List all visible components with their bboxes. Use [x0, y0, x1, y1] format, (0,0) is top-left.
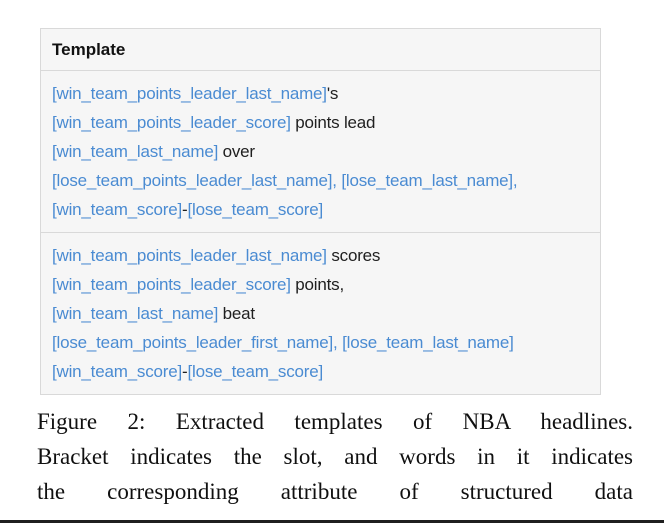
column-rule [0, 520, 664, 523]
template-line [52, 137, 589, 166]
slot-token: [win_team_score] [52, 200, 183, 219]
slot-token: [lose_team_points_leader_last_name], [52, 171, 337, 190]
text-token: points, [290, 275, 344, 294]
template-table [40, 28, 601, 395]
template-line [52, 241, 589, 270]
slot-token: [win_team_last_name] [52, 142, 219, 161]
text-token: - [182, 362, 188, 381]
slot-token: [win_team_points_leader_score] [52, 275, 291, 294]
slot-token: [win_team_points_leader_last_name] [52, 84, 327, 103]
slot-token: [lose_team_score] [187, 200, 324, 219]
slot-token: [win_team_points_leader_score] [52, 113, 291, 132]
text-token: over [218, 142, 255, 161]
slot-token: [lose_team_points_leader_first_name], [52, 333, 338, 352]
slot-token: [win_team_score] [52, 362, 183, 381]
text-token: 's [326, 84, 339, 103]
caption-line-1: Figure 2: Extracted templates of NBA headlines. [37, 409, 633, 434]
slot-token: [win_team_points_leader_last_name] [52, 246, 327, 265]
template-line [52, 328, 589, 357]
template-line [52, 195, 589, 224]
template-line [52, 166, 589, 195]
text-token: points lead [290, 113, 376, 132]
template-line [52, 270, 589, 299]
slot-token: [lose_team_last_name], [341, 171, 518, 190]
slot-token: [lose_team_score] [187, 362, 324, 381]
table-header-label: Template [52, 40, 126, 59]
template-line [52, 79, 589, 108]
template-line [52, 299, 589, 328]
figure-caption [37, 404, 633, 509]
slot-token: [win_team_last_name] [52, 304, 219, 323]
text-token: - [182, 200, 188, 219]
template-row [41, 71, 600, 232]
template-row [41, 232, 600, 394]
template-line [52, 108, 589, 137]
caption-line-2: Bracket indicates the slot, and words in it indicates [37, 444, 633, 469]
template-rows [41, 71, 600, 394]
template-line [52, 357, 589, 386]
text-token: scores [326, 246, 381, 265]
table-header [41, 29, 600, 71]
caption-line-3: the corresponding attribute of structured data [37, 479, 633, 504]
text-token: beat [218, 304, 255, 323]
slot-token: [lose_team_last_name] [342, 333, 514, 352]
